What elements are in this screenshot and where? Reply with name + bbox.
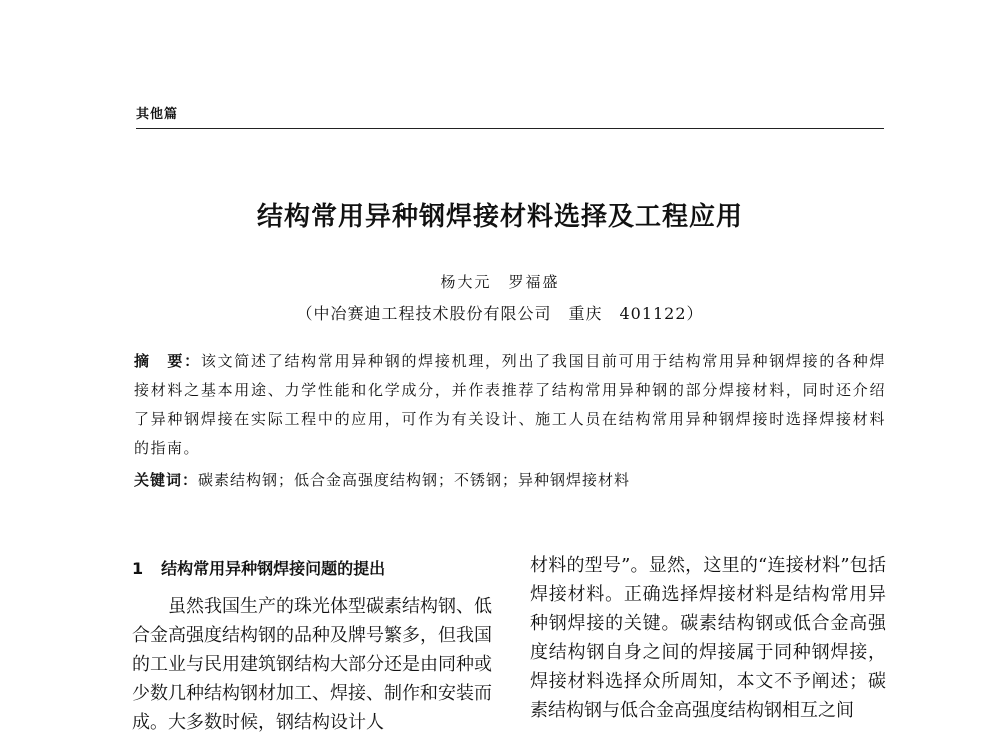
paper-title: 结构常用异种钢焊接材料选择及工程应用 — [256, 202, 743, 232]
keywords-text: 碳素结构钢；低合金高强度结构钢；不锈钢；异种钢焊接材料 — [198, 471, 631, 489]
right-column — [530, 551, 886, 725]
abstract-text: 该文简述了结构常用异种钢的焊接机理，列出了我国目前可用于结构常用异种钢焊接的各种焊接材料之基本用途、力学性能和化学成分，并作表推荐了结构常用异种钢的部分焊接材料，同时还介绍了异种钢焊接在实际工程中的应用，可作为有关设计、施工人员在结构常用异种钢焊接时选择焊接材料的指南。 — [134, 352, 886, 457]
section-heading — [132, 556, 492, 580]
right-body-text: 材料的型号”。显然，这里的“连接材料”包括焊接材料。正确选择焊接材料是结构常用异种钢焊接的关键。碳素结构钢或低合金高强度结构钢自身之间的焊接属于同种钢焊接，焊接材料选择众所周知，本文不予阐述；碳素结构钢与低合金高强度结构钢相互之间 — [530, 555, 886, 721]
section-label: 其他篇 — [136, 107, 179, 122]
paper-affiliation: （中冶赛迪工程技术股份有限公司 重庆 401122） — [296, 304, 704, 323]
left-column — [132, 556, 492, 737]
paper-authors: 杨大元 罗福盛 — [440, 273, 560, 291]
abstract-label: 摘 要： — [134, 352, 201, 370]
left-body-text: 虽然我国生产的珠光体型碳素结构钢、低合金高强度结构钢的品种及牌号繁多，但我国的工业与民用建筑钢结构大部分还是由同种或少数几种结构钢材加工、焊接、制作和安装而成。大多数时候，钢结构设计人 — [132, 596, 492, 733]
abstract — [134, 347, 886, 463]
keywords — [134, 469, 886, 490]
section-title: 结构常用异种钢焊接问题的提出 — [161, 559, 386, 578]
header-rule — [136, 128, 884, 129]
keywords-label: 关键词： — [134, 471, 199, 489]
section-number: 1 — [132, 559, 144, 578]
